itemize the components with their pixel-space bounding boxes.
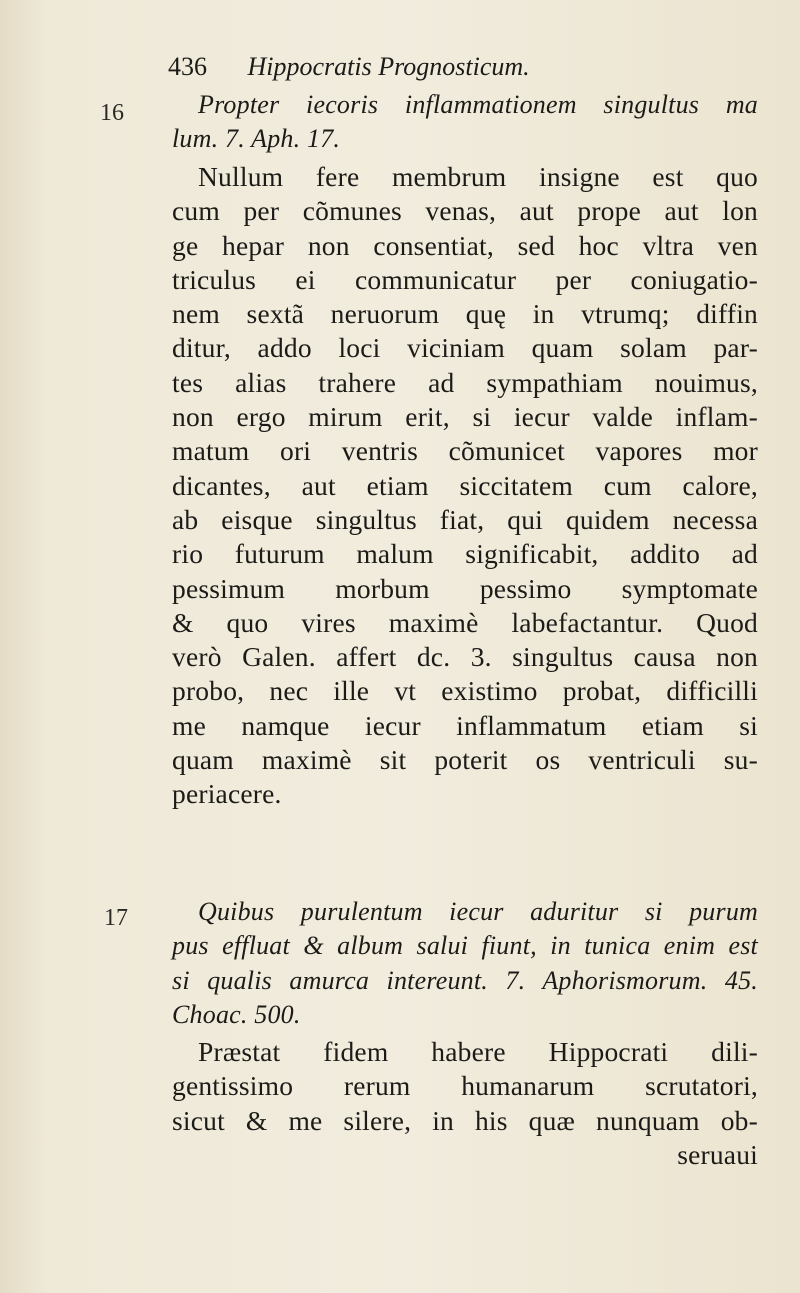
- text-line: & quo vires maximè labefactantur. Quod: [172, 606, 758, 638]
- margin-number-16: 16: [100, 100, 124, 126]
- text-line: sicut & me silere, in his quæ nunquam ob-: [172, 1104, 758, 1136]
- text-line: periacere.: [172, 778, 282, 810]
- text-line: non ergo mirum erit, si iecur valde inflam-: [172, 401, 758, 433]
- text-line: ge hepar non consentiat, sed hoc vltra ven: [172, 229, 758, 261]
- text-line: cum per cõmunes venas, aut prope aut lon: [172, 195, 758, 227]
- text-line: triculus ei communicatur per coniugatio-: [172, 263, 758, 295]
- text-line: tes alias trahere ad sympathiam nouimus,: [172, 366, 758, 398]
- text-line: Nullum fere membrum insigne est quo: [198, 161, 758, 192]
- section-16-heading: [172, 88, 758, 157]
- text-line: ab eisque singultus fiat, qui quidem necessa: [172, 503, 758, 535]
- text-line: probo, nec ille vt existimo probat, difficilli: [172, 675, 758, 707]
- folio-number: 436: [168, 52, 207, 81]
- text-line: pessimum morbum pessimo symptomate: [172, 572, 758, 604]
- text-line: Præstat fidem habere Hippocrati dili-: [198, 1036, 758, 1067]
- margin-number-17: 17: [104, 905, 128, 931]
- text-line: rio futurum malum significabit, addito ad: [172, 538, 758, 570]
- text-line: si qualis amurca intereunt. 7. Aphorismorum. 45.: [172, 965, 758, 995]
- text-line: ditur, addo loci viciniam quam solam par-: [172, 332, 758, 364]
- text-line: verò Galen. affert dc. 3. singultus causa non: [172, 641, 758, 673]
- text-line: quam maximè sit poterit os ventriculi su-: [172, 744, 758, 776]
- text-line: me namque iecur inflammatum etiam si: [172, 709, 758, 741]
- section-17-heading: [172, 895, 758, 1032]
- section-16-body: [172, 160, 758, 812]
- text-line: dicantes, aut etiam siccitatem cum calore,: [172, 469, 758, 501]
- text-line: gentissimo rerum humanarum scrutatori,: [172, 1070, 758, 1102]
- catchword: seruaui: [677, 1138, 758, 1170]
- section-17-body: [172, 1035, 758, 1172]
- text-line: nem sextã neruorum quę in vtrumq; diffin: [172, 298, 758, 330]
- text-line: Quibus purulentum iecur aduritur si purum: [198, 897, 758, 926]
- text-line: Choac. 500.: [172, 999, 301, 1029]
- text-line: Propter iecoris inflammationem singultus ma: [198, 90, 758, 119]
- text-line: lum. 7. Aph. 17.: [172, 124, 341, 154]
- running-title: Hippocratis Prognosticum.: [247, 52, 530, 81]
- text-line: matum ori ventris cõmunicet vapores mor: [172, 435, 758, 467]
- running-header: [168, 52, 628, 92]
- text-line: pus effluat & album salui fiunt, in tunica enim est: [172, 931, 758, 961]
